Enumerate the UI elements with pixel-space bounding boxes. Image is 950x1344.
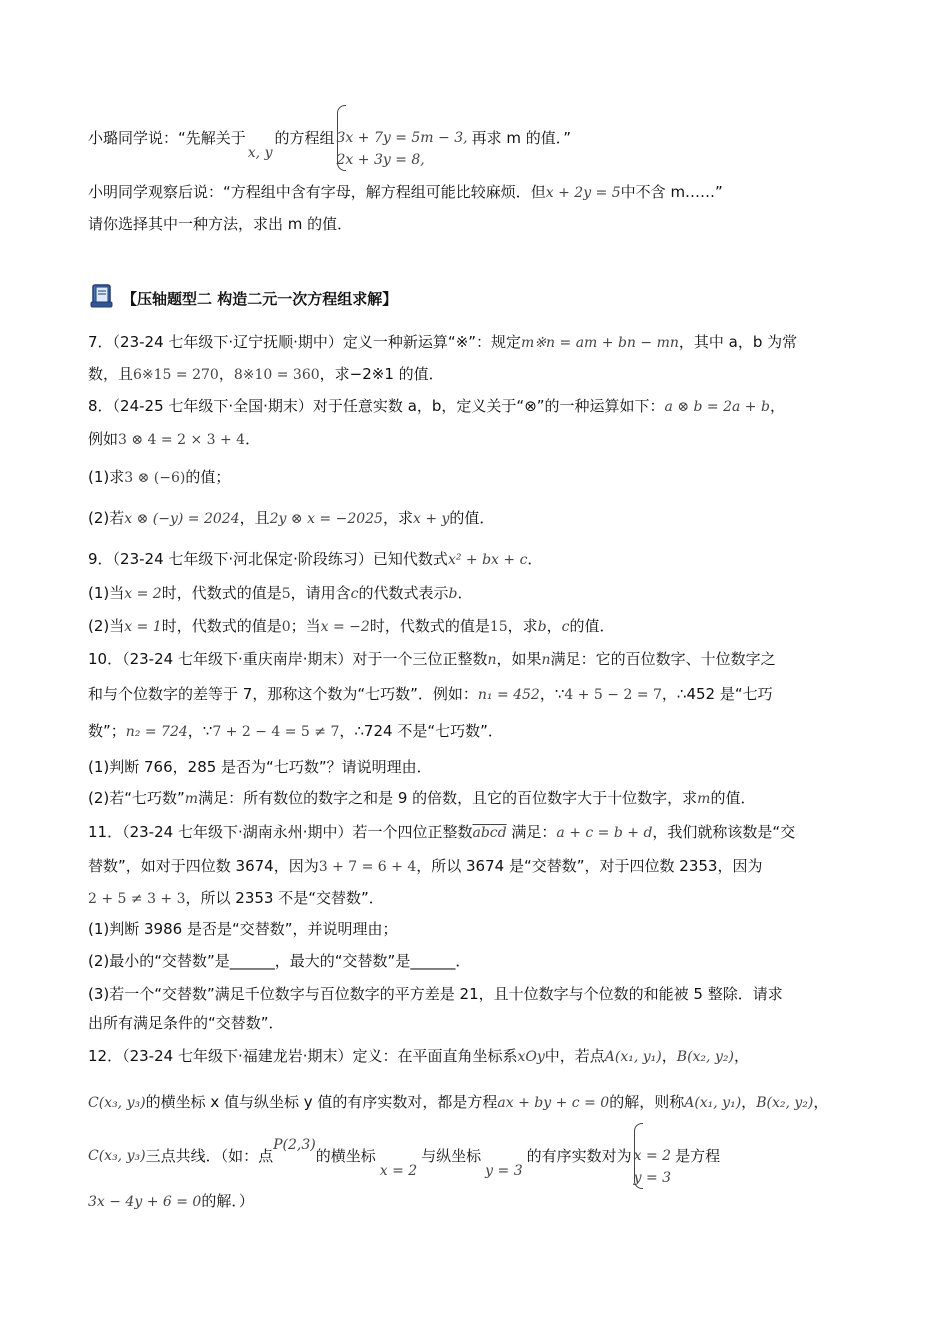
q7-expr-def: m※n = am + bn − mn [521, 335, 679, 351]
q10-line3-c: ，∴724 不是“七巧数”． [339, 722, 503, 740]
q12-line3 [88, 1130, 890, 1186]
q12-line3-d: 的有序实数对为 [526, 1147, 632, 1165]
q10-line2-c: ，∴452 是“七巧 [661, 685, 773, 703]
q9-p1-var-b: b [448, 586, 458, 602]
q8-def: a ⊗ b = 2a + b [664, 399, 770, 415]
q12-b: 中，若点 [544, 1047, 605, 1065]
q7-sep: ， [218, 365, 234, 383]
q11-cond: a + c = b + d [556, 825, 653, 841]
q9-text: 9．（23-24 七年级下·河北保定·阶段练习）已知代数式 [88, 550, 448, 568]
q8-text-b: ， [769, 397, 785, 415]
q12-a: 12．（23-24 七年级下·福建龙岩·期末）定义：在平面直角坐标系 [88, 1047, 518, 1065]
q8-text: 8．（24-25 七年级下·全国·期末）对于任意实数 a，b，定义关于“⊗”的一种运算如下： [88, 397, 665, 415]
book-icon [88, 282, 116, 314]
q12-line2-d: ， [813, 1093, 829, 1111]
then-find-m: 再求 m 的值．” [471, 129, 571, 147]
q9-p1-var-c: c [350, 586, 359, 602]
q12-point-c: C(x₃, y₃) [88, 1095, 146, 1111]
q11-example2: 2 + 5 ≠ 3 + 3 [88, 891, 186, 907]
q10-p2-b: 满足：所有数位的数字之和是 9 的倍数，且它的百位数字大于十位数字，求 [198, 789, 698, 807]
q10-line3-a: 数”； [88, 722, 126, 740]
q12-line1 [88, 1045, 890, 1068]
q9-p1-d: 的代数式表示 [358, 584, 449, 602]
q9-p2-g: 的值． [569, 617, 615, 635]
q12-point-a2: A(x₁, y₁) [684, 1095, 742, 1111]
q10-a: 10．（23-24 七年级下·重庆南岸·期末）对于一个三位正整数 [88, 650, 488, 668]
q12-equation: ax + by + c = 0 [497, 1095, 610, 1111]
q8-p1-label: (1)求 [88, 468, 125, 486]
q11-c: ，我们就称该数是“交 [652, 823, 796, 841]
q12-line4 [88, 1190, 890, 1213]
q11-line2 [88, 855, 890, 878]
q9-p2-x2: x = −2 [320, 619, 370, 635]
q9-p1-e: ． [457, 584, 473, 602]
xiaolu-text: 小璐同学说：“先解关于 [88, 129, 246, 147]
xiaoming-statement [88, 181, 890, 204]
q8-example-label: 例如 [88, 430, 119, 448]
q9-p1-b: 时，代数式的值是 [161, 584, 282, 602]
q12-line4-a: 的解．） [201, 1192, 254, 1210]
xiaolu-statement [88, 112, 890, 168]
q9-p2-val1: 0 [281, 619, 291, 635]
q10-p2-m2: m [697, 791, 711, 807]
q10-p2-m: m [184, 791, 199, 807]
q11-example1: 3 + 7 = 6 + 4 [318, 859, 417, 875]
q10-b: ，如果 [496, 650, 542, 668]
q9-p2-e: ，求 [507, 617, 538, 635]
q10-c: 满足：它的百位数字、十位数字之 [550, 650, 776, 668]
q11-part2: (2)最小的“交替数”是______，最大的“交替数”是______． [88, 952, 471, 970]
q9-p2-c: ；当 [290, 617, 321, 635]
q12-line2 [88, 1091, 890, 1114]
q8-p2-label: (2)若 [88, 509, 125, 527]
q12-xoy: xOy [517, 1049, 545, 1065]
choose-method: 请你选择其中一种方法，求出 m 的值． [88, 215, 353, 233]
q11-part1: (1)判断 3986 是否是“交替数”，并说明理由； [88, 920, 398, 938]
q12-x-eq: x = 2 [379, 1163, 418, 1179]
q12-line2-c: ， [741, 1093, 757, 1111]
q12-d: ， [733, 1047, 749, 1065]
q10-calc2: 7 + 2 − 4 = 5 ≠ 7 [212, 724, 340, 740]
q11-line3-b: ，所以 2353 不是“交替数”． [185, 889, 384, 907]
q9-part1 [88, 582, 890, 605]
equation-1: 3x + 7y = 5m − 3, [336, 130, 468, 146]
q10-p2-c: 的值． [710, 789, 756, 807]
q11-part3-line2: 出所有满足条件的“交替数”． [88, 1014, 284, 1032]
q11-part3-line1: (3)若一个“交替数”满足千位数字与百位数字的平方差是 21，且十位数字与个位数的和能被 5 整除．请求 [88, 985, 783, 1003]
xiaoming-expr: x + 2y = 5 [545, 185, 621, 201]
q12-c: ， [661, 1047, 677, 1065]
q9-line1 [88, 548, 890, 571]
q10-line2-b: ，∵ [539, 685, 565, 703]
q12-line2-a: 的横坐标 x 值与纵坐标 y 值的有序实数对，都是方程 [145, 1093, 498, 1111]
q9-p2-b: 时，代数式的值是 [161, 617, 282, 635]
q7-cond2: 8※10 = 360 [233, 367, 320, 383]
q8-p2-mid: ，且 [239, 509, 270, 527]
q12-example-eq: 3x − 4y + 6 = 0 [88, 1194, 202, 1210]
q7-text-d: ，求−2※1 的值． [319, 365, 444, 383]
q12-system [634, 1123, 671, 1189]
q7-line1 [88, 331, 890, 354]
of-system-text: 的方程组 [274, 129, 335, 147]
equation-system [337, 105, 468, 171]
q10-line1 [88, 648, 890, 671]
q9-p2-x1: x = 1 [124, 619, 162, 635]
q7-text: 7．（23-24 七年级下·辽宁抚顺·期中）定义一种新运算“※”：规定 [88, 333, 522, 351]
q12-line3-c: 与纵坐标 [421, 1147, 482, 1165]
q9-p2-d: 时，代数式的值是 [369, 617, 490, 635]
q7-text-b: ，其中 a，b 为常 [678, 333, 798, 351]
q12-point-a: A(x₁, y₁) [604, 1049, 662, 1065]
q11-line3 [88, 887, 890, 910]
q12-point-b2: B(x₂, y₂) [756, 1095, 814, 1111]
q9-p2-a: (2)当 [88, 617, 125, 635]
q8-part1 [88, 466, 890, 489]
q9-expr: x² + bx + c [447, 552, 528, 568]
q9-p2-val2: 15 [489, 619, 508, 635]
q9-p1-a: (1)当 [88, 584, 125, 602]
q8-p1-text: 的值； [185, 468, 231, 486]
q10-line2 [88, 683, 890, 706]
q10-calc1: 4 + 5 − 2 = 7 [564, 687, 662, 703]
q8-p2-end: 的值． [449, 509, 495, 527]
q10-n1: n₁ = 452 [477, 687, 540, 703]
q8-part2 [88, 507, 890, 530]
q9-p2-var-b: b [537, 619, 547, 635]
q12-sys-y: y = 3 [633, 1170, 672, 1186]
q12-y-eq: y = 3 [485, 1163, 523, 1179]
q8-p2-expr1: x ⊗ (−y) = 2024 [124, 511, 240, 527]
q11-line1 [88, 821, 890, 844]
q8-p1-expr: 3 ⊗ (−6) [124, 470, 186, 486]
q11-line2-b: ，所以 3674 是“交替数”，对于四位数 2353，因为 [416, 857, 763, 875]
q12-line2-b: 的解，则称 [609, 1093, 685, 1111]
q12-line3-b: 的横坐标 [315, 1147, 376, 1165]
equation-2: 2x + 3y = 8, [336, 152, 425, 168]
q10-p2-a: (2)若“七巧数” [88, 789, 185, 807]
q12-point-c2: C(x₃, y₃) [88, 1148, 146, 1164]
q8-line2 [88, 428, 890, 451]
q12-sys-x: x = 2 [633, 1148, 672, 1164]
q11-b: 满足： [511, 823, 557, 841]
q9-p1-x: x = 2 [124, 586, 162, 602]
q9-p1-val: 5 [281, 586, 291, 602]
q11-a: 11．（23-24 七年级下·湖南永州·期中）若一个四位正整数 [88, 823, 473, 841]
q8-line1 [88, 395, 890, 418]
q12-line3-e: 是方程 [675, 1147, 721, 1165]
q12-point-p: P(2,3) [273, 1137, 316, 1153]
q7-line2 [88, 363, 890, 386]
section-title: 【压轴题型二 构造二元一次方程组求解】 [122, 289, 398, 308]
q10-line3-b: ，∵ [187, 722, 213, 740]
q10-var-n: n [487, 652, 497, 668]
q11-line2-a: 替数”，如对于四位数 3674，因为 [88, 857, 319, 875]
q10-part2 [88, 787, 890, 810]
q11-abcd: abcd [472, 825, 507, 841]
vars-xy: x, y [247, 145, 273, 161]
q8-p2-expr3: x + y [412, 511, 450, 527]
q10-line2-a: 和与个位数字的差等于 7，那称这个数为“七巧数”．例如： [88, 685, 478, 703]
q7-text-c: 数，且 [88, 365, 134, 383]
q12-point-b: B(x₂, y₂) [676, 1049, 734, 1065]
section-heading [88, 283, 397, 313]
q8-period: ． [245, 430, 261, 448]
xiaoming-text-end: 中不含 m……” [620, 183, 723, 201]
q9-p2-var-c: c [561, 619, 570, 635]
q10-n2: n₂ = 724 [125, 724, 188, 740]
q10-part1: (1)判断 766，285 是否为“七巧数”？请说明理由． [88, 758, 432, 776]
q12-line3-a: 三点共线．（如：点 [145, 1147, 274, 1165]
q9-period: ． [527, 550, 543, 568]
q8-p2-mid2: ，求 [382, 509, 413, 527]
q10-var-n2: n [541, 652, 551, 668]
q7-cond1: 6※15 = 270 [133, 367, 219, 383]
q9-p2-f: ， [546, 617, 562, 635]
q9-p1-c: ，请用含 [290, 584, 351, 602]
xiaoming-text-start: 小明同学观察后说：“方程组中含有字母，解方程组可能比较麻烦．但 [88, 183, 546, 201]
q8-example: 3 ⊗ 4 = 2 × 3 + 4 [118, 432, 246, 448]
q8-p2-expr2: 2y ⊗ x = −2025 [269, 511, 383, 527]
q9-part2 [88, 615, 890, 638]
q10-line3 [88, 720, 890, 743]
